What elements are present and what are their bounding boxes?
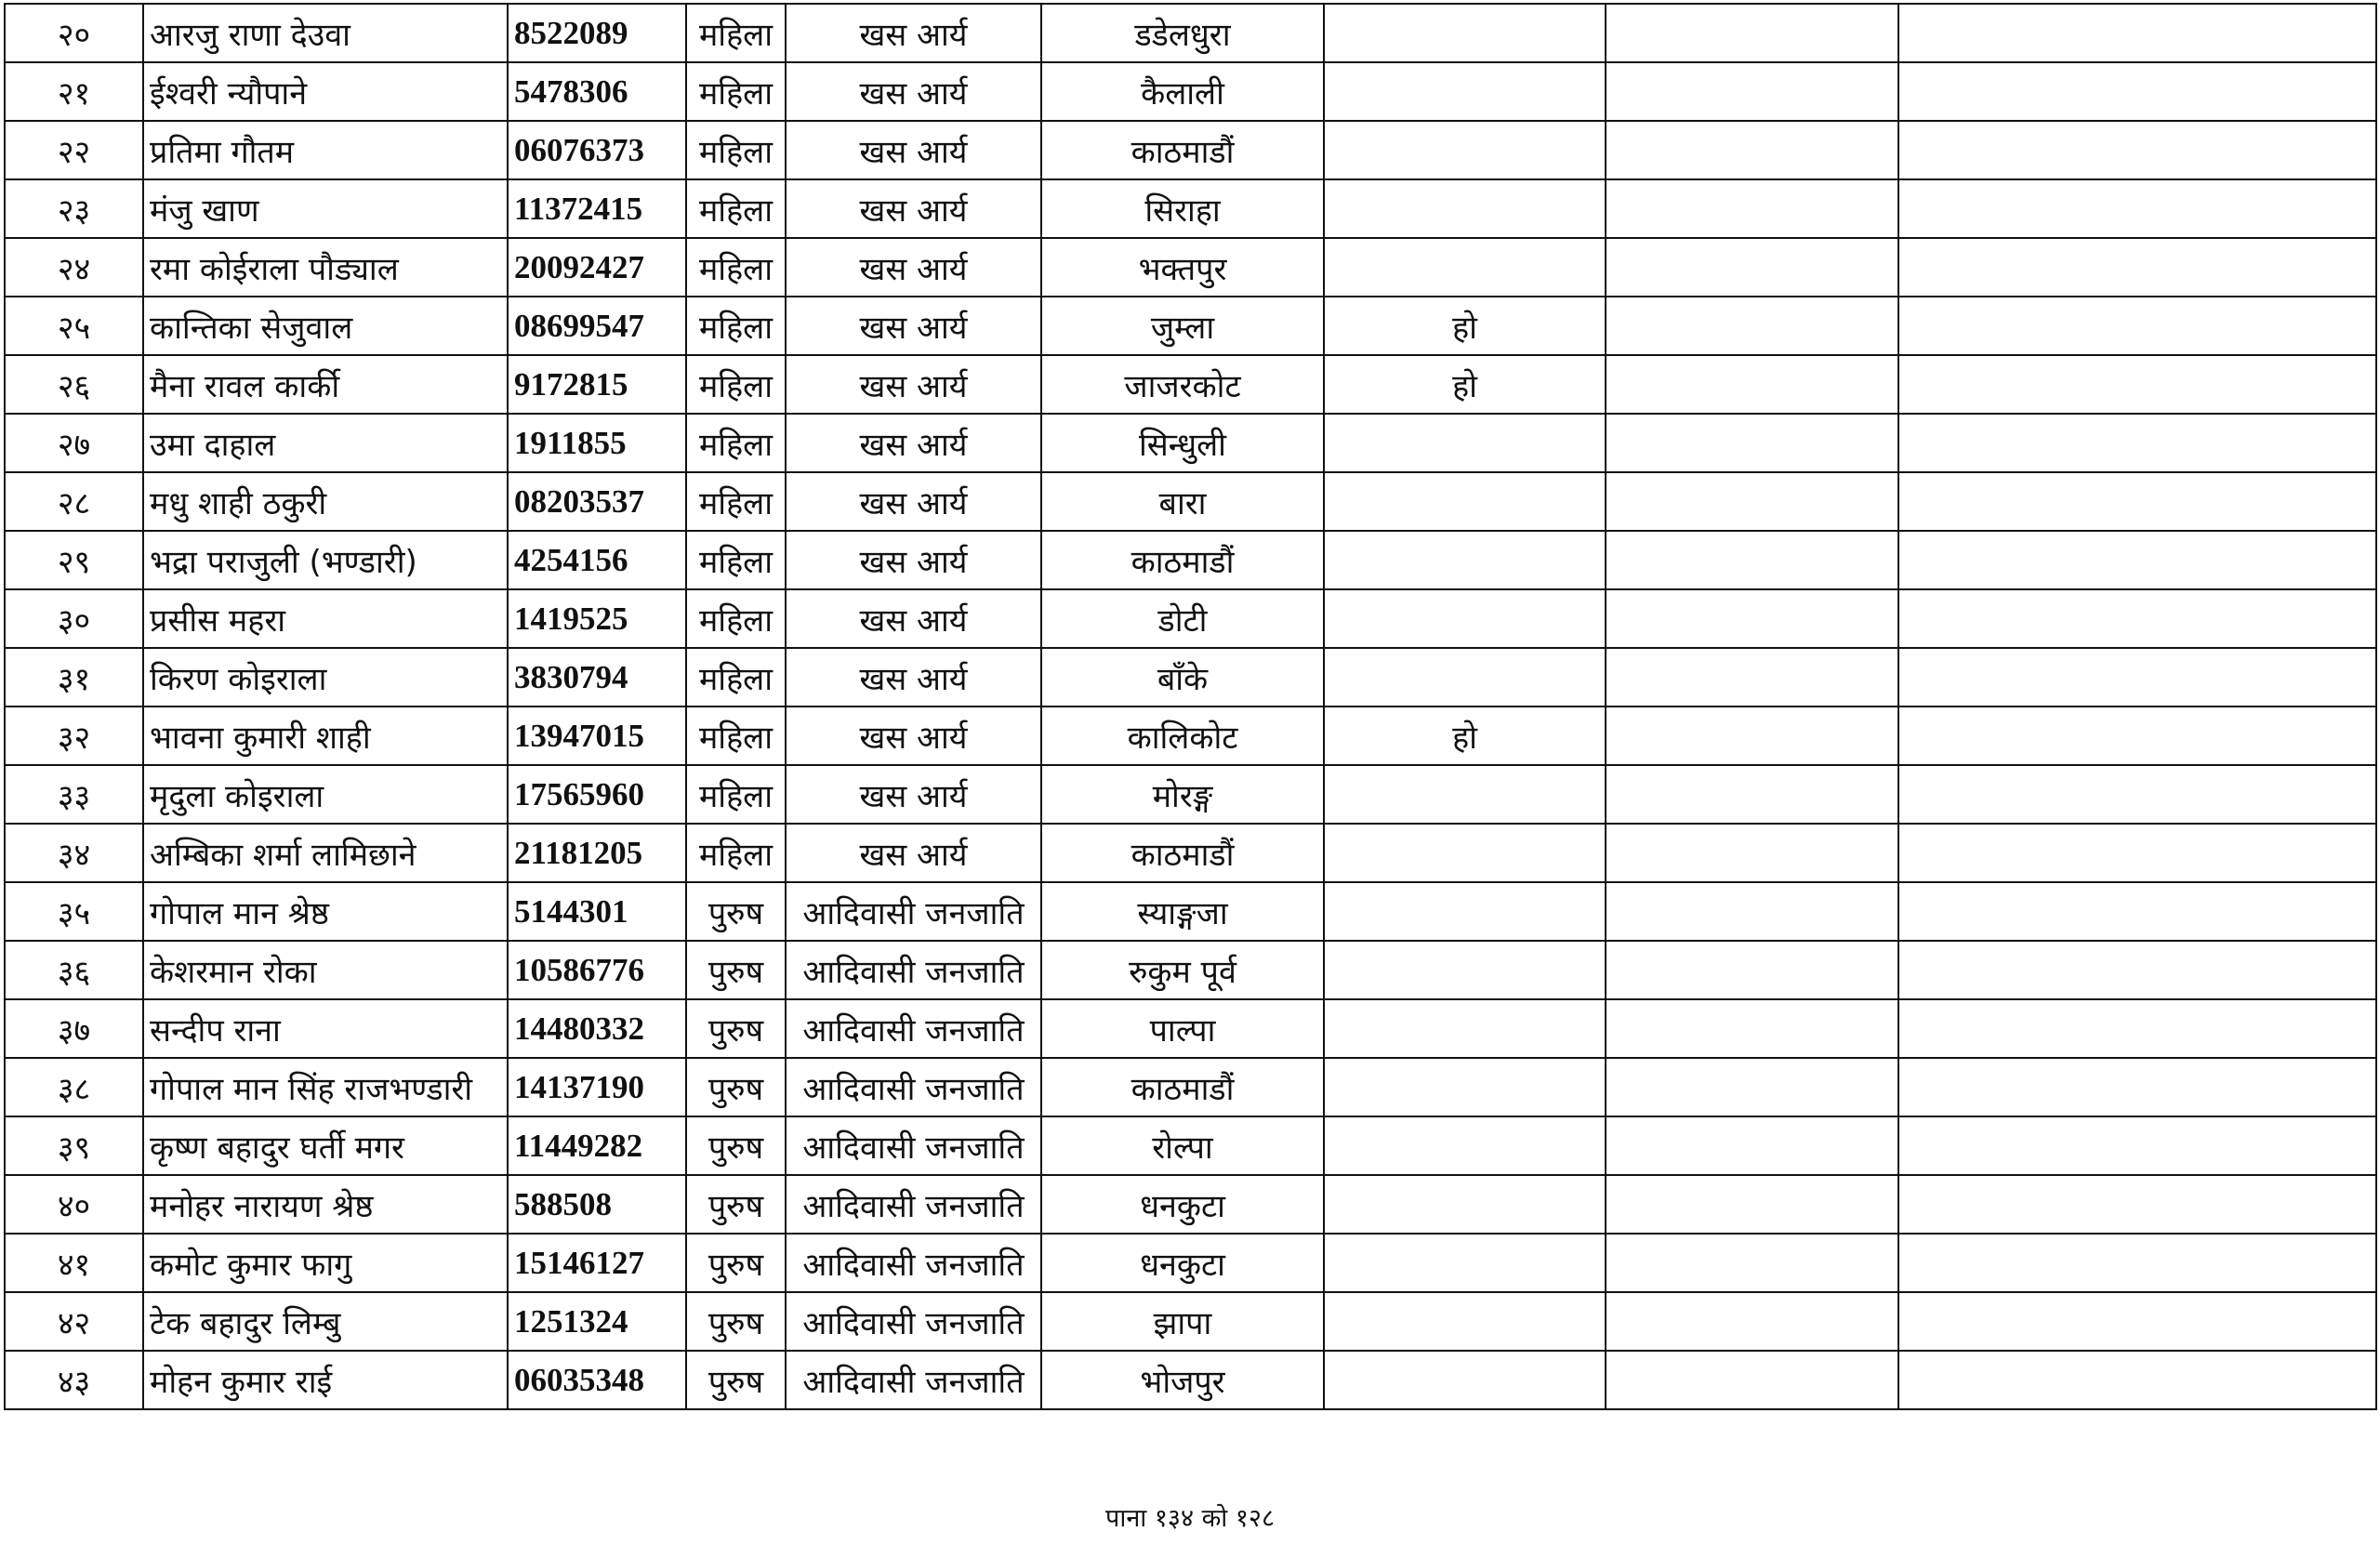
name-cell: ईश्वरी न्यौपाने [143, 62, 508, 121]
table-row [5, 824, 2376, 882]
district-cell: सिराहा [1041, 179, 1324, 238]
district-cell: पाल्पा [1041, 999, 1324, 1058]
district-cell: मोरङ्ग [1041, 765, 1324, 824]
district-cell: रुकुम पूर्व [1041, 941, 1324, 999]
serial-number-cell: ३३ [5, 765, 143, 824]
table-row [5, 941, 2376, 999]
id-number-cell: 4254156 [508, 531, 686, 589]
name-cell: केशरमान रोका [143, 941, 508, 999]
serial-number-cell: २० [5, 4, 143, 62]
name-cell: मधु शाही ठकुरी [143, 472, 508, 531]
blank-cell [1898, 4, 2376, 62]
gender-cell: महिला [686, 765, 786, 824]
id-number-cell: 1911855 [508, 414, 686, 472]
id-number-cell: 14137190 [508, 1058, 686, 1116]
gender-cell: महिला [686, 706, 786, 765]
group-cell: आदिवासी जनजाति [786, 882, 1041, 941]
blank-cell [1606, 882, 1898, 941]
table-row [5, 355, 2376, 414]
table-row [5, 1058, 2376, 1116]
blank-cell [1898, 472, 2376, 531]
gender-cell: महिला [686, 355, 786, 414]
gender-cell: महिला [686, 589, 786, 648]
remark-cell [1324, 179, 1606, 238]
id-number-cell: 9172815 [508, 355, 686, 414]
blank-cell [1606, 1175, 1898, 1234]
candidate-table [4, 3, 2377, 1410]
district-cell: स्याङ्गजा [1041, 882, 1324, 941]
table-row [5, 648, 2376, 706]
name-cell: मनोहर नारायण श्रेष्ठ [143, 1175, 508, 1234]
blank-cell [1898, 414, 2376, 472]
id-number-cell: 5144301 [508, 882, 686, 941]
serial-number-cell: ३९ [5, 1116, 143, 1175]
blank-cell [1606, 1351, 1898, 1409]
id-number-cell: 14480332 [508, 999, 686, 1058]
remark-cell [1324, 472, 1606, 531]
serial-number-cell: २४ [5, 238, 143, 297]
remark-cell [1324, 414, 1606, 472]
blank-cell [1898, 765, 2376, 824]
table-row [5, 1175, 2376, 1234]
table-row [5, 706, 2376, 765]
blank-cell [1606, 765, 1898, 824]
gender-cell: महिला [686, 472, 786, 531]
serial-number-cell: ३० [5, 589, 143, 648]
gender-cell: पुरुष [686, 1234, 786, 1292]
remark-cell [1324, 765, 1606, 824]
remark-cell [1324, 999, 1606, 1058]
gender-cell: पुरुष [686, 999, 786, 1058]
table-row [5, 238, 2376, 297]
serial-number-cell: २१ [5, 62, 143, 121]
remark-cell [1324, 121, 1606, 179]
remark-cell [1324, 941, 1606, 999]
blank-cell [1606, 941, 1898, 999]
id-number-cell: 08203537 [508, 472, 686, 531]
blank-cell [1898, 941, 2376, 999]
blank-cell [1606, 4, 1898, 62]
name-cell: कमोट कुमार फागु [143, 1234, 508, 1292]
table-row [5, 589, 2376, 648]
district-cell: काठमाडौं [1041, 531, 1324, 589]
id-number-cell: 10586776 [508, 941, 686, 999]
remark-cell [1324, 824, 1606, 882]
remark-cell [1324, 4, 1606, 62]
district-cell: जुम्ला [1041, 297, 1324, 355]
gender-cell: पुरुष [686, 882, 786, 941]
group-cell: आदिवासी जनजाति [786, 1116, 1041, 1175]
id-number-cell: 3830794 [508, 648, 686, 706]
name-cell: आरजु राणा देउवा [143, 4, 508, 62]
group-cell: खस आर्य [786, 472, 1041, 531]
remark-cell [1324, 531, 1606, 589]
name-cell: कृष्ण बहादुर घर्ती मगर [143, 1116, 508, 1175]
group-cell: खस आर्य [786, 824, 1041, 882]
group-cell: खस आर्य [786, 765, 1041, 824]
gender-cell: महिला [686, 297, 786, 355]
blank-cell [1606, 648, 1898, 706]
group-cell: आदिवासी जनजाति [786, 941, 1041, 999]
remark-cell [1324, 1058, 1606, 1116]
id-number-cell: 15146127 [508, 1234, 686, 1292]
name-cell: गोपाल मान सिंह राजभण्डारी [143, 1058, 508, 1116]
remark-cell [1324, 1116, 1606, 1175]
remark-cell [1324, 882, 1606, 941]
gender-cell: पुरुष [686, 1058, 786, 1116]
id-number-cell: 588508 [508, 1175, 686, 1234]
blank-cell [1606, 531, 1898, 589]
serial-number-cell: ४० [5, 1175, 143, 1234]
serial-number-cell: ३५ [5, 882, 143, 941]
gender-cell: महिला [686, 648, 786, 706]
blank-cell [1606, 472, 1898, 531]
group-cell: आदिवासी जनजाति [786, 1292, 1041, 1351]
serial-number-cell: २७ [5, 414, 143, 472]
blank-cell [1898, 531, 2376, 589]
table-row [5, 531, 2376, 589]
serial-number-cell: २९ [5, 531, 143, 589]
table-row [5, 62, 2376, 121]
blank-cell [1898, 648, 2376, 706]
remark-cell: हो [1324, 706, 1606, 765]
blank-cell [1606, 179, 1898, 238]
gender-cell: महिला [686, 414, 786, 472]
serial-number-cell: २८ [5, 472, 143, 531]
blank-cell [1606, 1292, 1898, 1351]
remark-cell [1324, 648, 1606, 706]
remark-cell: हो [1324, 297, 1606, 355]
name-cell: अम्बिका शर्मा लामिछाने [143, 824, 508, 882]
group-cell: खस आर्य [786, 531, 1041, 589]
remark-cell [1324, 1175, 1606, 1234]
group-cell: खस आर्य [786, 62, 1041, 121]
candidate-table-body [5, 4, 2376, 1409]
serial-number-cell: ४१ [5, 1234, 143, 1292]
blank-cell [1606, 121, 1898, 179]
gender-cell: महिला [686, 531, 786, 589]
name-cell: भावना कुमारी शाही [143, 706, 508, 765]
blank-cell [1898, 1234, 2376, 1292]
table-row [5, 414, 2376, 472]
remark-cell [1324, 1234, 1606, 1292]
gender-cell: महिला [686, 4, 786, 62]
blank-cell [1898, 589, 2376, 648]
group-cell: खस आर्य [786, 297, 1041, 355]
remark-cell [1324, 1351, 1606, 1409]
serial-number-cell: २३ [5, 179, 143, 238]
group-cell: खस आर्य [786, 706, 1041, 765]
blank-cell [1898, 297, 2376, 355]
serial-number-cell: ४३ [5, 1351, 143, 1409]
id-number-cell: 06076373 [508, 121, 686, 179]
district-cell: भोजपुर [1041, 1351, 1324, 1409]
table-row [5, 1351, 2376, 1409]
district-cell: काठमाडौं [1041, 824, 1324, 882]
name-cell: मंजु खाण [143, 179, 508, 238]
group-cell: आदिवासी जनजाति [786, 999, 1041, 1058]
district-cell: धनकुटा [1041, 1175, 1324, 1234]
district-cell: डडेलधुरा [1041, 4, 1324, 62]
id-number-cell: 11449282 [508, 1116, 686, 1175]
gender-cell: महिला [686, 62, 786, 121]
district-cell: सिन्धुली [1041, 414, 1324, 472]
name-cell: किरण कोइराला [143, 648, 508, 706]
gender-cell: पुरुष [686, 941, 786, 999]
serial-number-cell: ३१ [5, 648, 143, 706]
group-cell: आदिवासी जनजाति [786, 1175, 1041, 1234]
id-number-cell: 06035348 [508, 1351, 686, 1409]
blank-cell [1898, 706, 2376, 765]
name-cell: सन्दीप राना [143, 999, 508, 1058]
id-number-cell: 08699547 [508, 297, 686, 355]
blank-cell [1606, 824, 1898, 882]
page-number: पाना १३४ को १२८ [1104, 1504, 1276, 1533]
group-cell: खस आर्य [786, 4, 1041, 62]
name-cell: उमा दाहाल [143, 414, 508, 472]
id-number-cell: 8522089 [508, 4, 686, 62]
id-number-cell: 11372415 [508, 179, 686, 238]
blank-cell [1898, 999, 2376, 1058]
blank-cell [1898, 238, 2376, 297]
remark-cell [1324, 62, 1606, 121]
blank-cell [1898, 1175, 2376, 1234]
blank-cell [1898, 1058, 2376, 1116]
group-cell: खस आर्य [786, 414, 1041, 472]
blank-cell [1898, 121, 2376, 179]
gender-cell: पुरुष [686, 1175, 786, 1234]
blank-cell [1898, 824, 2376, 882]
group-cell: खस आर्य [786, 648, 1041, 706]
remark-cell: हो [1324, 355, 1606, 414]
gender-cell: पुरुष [686, 1116, 786, 1175]
table-row [5, 1234, 2376, 1292]
serial-number-cell: ३६ [5, 941, 143, 999]
gender-cell: पुरुष [686, 1292, 786, 1351]
serial-number-cell: ३८ [5, 1058, 143, 1116]
name-cell: गोपाल मान श्रेष्ठ [143, 882, 508, 941]
name-cell: कान्तिका सेजुवाल [143, 297, 508, 355]
district-cell: डोटी [1041, 589, 1324, 648]
table-row [5, 179, 2376, 238]
district-cell: काठमाडौं [1041, 1058, 1324, 1116]
blank-cell [1898, 1292, 2376, 1351]
name-cell: मृदुला कोइराला [143, 765, 508, 824]
blank-cell [1606, 297, 1898, 355]
blank-cell [1898, 355, 2376, 414]
name-cell: रमा कोईराला पौड्याल [143, 238, 508, 297]
id-number-cell: 5478306 [508, 62, 686, 121]
table-row [5, 882, 2376, 941]
district-cell: कालिकोट [1041, 706, 1324, 765]
blank-cell [1606, 589, 1898, 648]
blank-cell [1606, 238, 1898, 297]
id-number-cell: 1251324 [508, 1292, 686, 1351]
remark-cell [1324, 238, 1606, 297]
blank-cell [1606, 999, 1898, 1058]
serial-number-cell: २२ [5, 121, 143, 179]
district-cell: धनकुटा [1041, 1234, 1324, 1292]
group-cell: आदिवासी जनजाति [786, 1351, 1041, 1409]
district-cell: काठमाडौं [1041, 121, 1324, 179]
group-cell: खस आर्य [786, 589, 1041, 648]
name-cell: मैना रावल कार्की [143, 355, 508, 414]
district-cell: झापा [1041, 1292, 1324, 1351]
serial-number-cell: ३४ [5, 824, 143, 882]
gender-cell: महिला [686, 179, 786, 238]
gender-cell: महिला [686, 238, 786, 297]
gender-cell: महिला [686, 824, 786, 882]
group-cell: खस आर्य [786, 355, 1041, 414]
blank-cell [1606, 1058, 1898, 1116]
district-cell: भक्तपुर [1041, 238, 1324, 297]
name-cell: मोहन कुमार राई [143, 1351, 508, 1409]
district-cell: रोल्पा [1041, 1116, 1324, 1175]
district-cell: जाजरकोट [1041, 355, 1324, 414]
serial-number-cell: २६ [5, 355, 143, 414]
serial-number-cell: ४२ [5, 1292, 143, 1351]
serial-number-cell: २५ [5, 297, 143, 355]
id-number-cell: 21181205 [508, 824, 686, 882]
gender-cell: पुरुष [686, 1351, 786, 1409]
remark-cell [1324, 589, 1606, 648]
district-cell: कैलाली [1041, 62, 1324, 121]
id-number-cell: 17565960 [508, 765, 686, 824]
district-cell: बाँके [1041, 648, 1324, 706]
table-row [5, 4, 2376, 62]
name-cell: प्रतिमा गौतम [143, 121, 508, 179]
blank-cell [1606, 355, 1898, 414]
gender-cell: महिला [686, 121, 786, 179]
id-number-cell: 13947015 [508, 706, 686, 765]
blank-cell [1606, 1116, 1898, 1175]
remark-cell [1324, 1292, 1606, 1351]
blank-cell [1898, 179, 2376, 238]
name-cell: टेक बहादुर लिम्बु [143, 1292, 508, 1351]
blank-cell [1898, 62, 2376, 121]
group-cell: आदिवासी जनजाति [786, 1234, 1041, 1292]
group-cell: खस आर्य [786, 179, 1041, 238]
blank-cell [1606, 62, 1898, 121]
name-cell: भद्रा पराजुली (भण्डारी) [143, 531, 508, 589]
table-row [5, 1292, 2376, 1351]
table-row [5, 297, 2376, 355]
table-row [5, 999, 2376, 1058]
table-row [5, 121, 2376, 179]
group-cell: आदिवासी जनजाति [786, 1058, 1041, 1116]
serial-number-cell: ३२ [5, 706, 143, 765]
id-number-cell: 20092427 [508, 238, 686, 297]
district-cell: बारा [1041, 472, 1324, 531]
table-row [5, 472, 2376, 531]
group-cell: खस आर्य [786, 238, 1041, 297]
table-row [5, 765, 2376, 824]
name-cell: प्रसीस महरा [143, 589, 508, 648]
blank-cell [1898, 1116, 2376, 1175]
blank-cell [1606, 1234, 1898, 1292]
blank-cell [1898, 882, 2376, 941]
id-number-cell: 1419525 [508, 589, 686, 648]
serial-number-cell: ३७ [5, 999, 143, 1058]
blank-cell [1606, 706, 1898, 765]
blank-cell [1606, 414, 1898, 472]
group-cell: खस आर्य [786, 121, 1041, 179]
blank-cell [1898, 1351, 2376, 1409]
table-row [5, 1116, 2376, 1175]
